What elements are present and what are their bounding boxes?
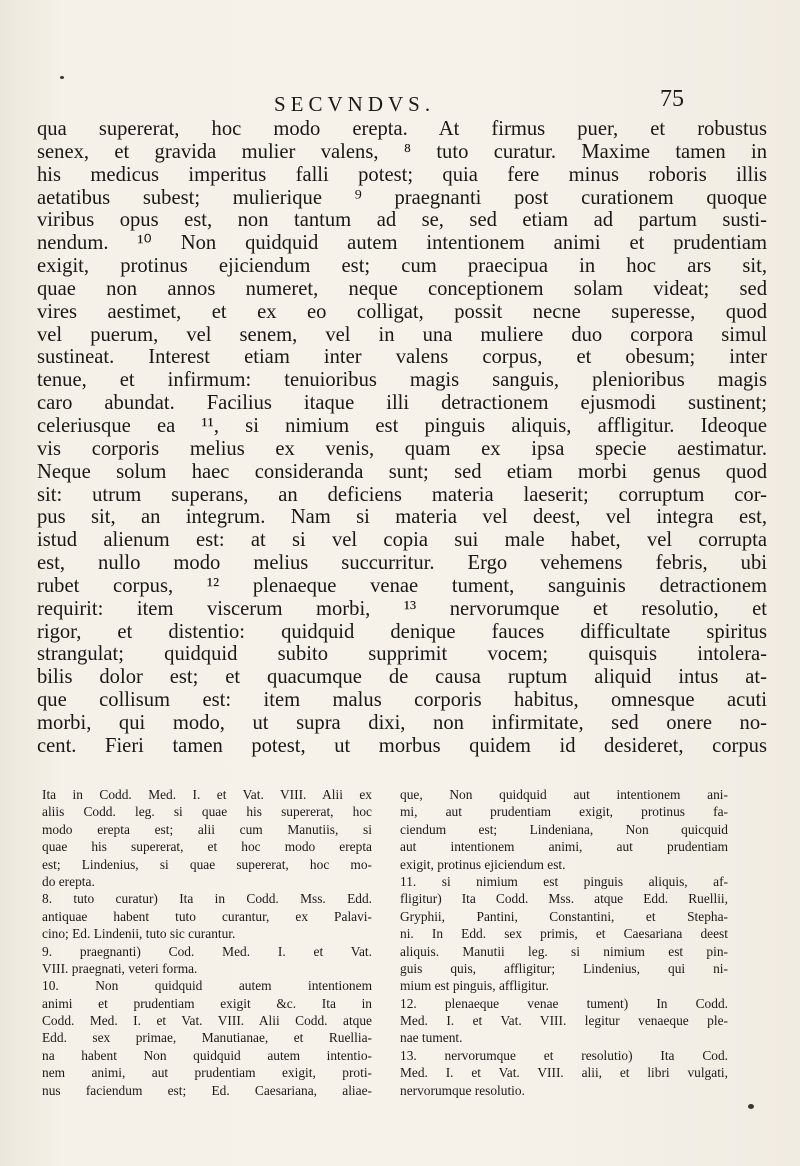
- text-line: qua supererat, hoc modo erepta. At firmus puer, et robustus: [37, 118, 767, 140]
- footnote-line: 8. tuto curatur) Ita in Codd. Mss. Edd.: [42, 891, 372, 907]
- footnote-line: antiquae habent tuto curantur, ex Palavi-: [42, 908, 372, 924]
- text-line: strangulat; quidquid subito supprimit vocem; quisquis intolera-: [37, 643, 767, 666]
- text-line: aetatibus subest; mulierique ⁹ praegnanti post curationem quoque: [37, 186, 767, 209]
- ink-speck: [748, 1104, 754, 1109]
- footnote-line: animi et prudentiam exigit &c. Ita in: [42, 995, 372, 1011]
- footnote-line: na habent Non quidquid autem intentio-: [42, 1047, 372, 1063]
- text-line: que collisum est: item malus corporis habitus, omnesque acuti: [37, 689, 767, 712]
- footnote-line: Codd. Med. I. et Vat. VIII. Alii Codd. atque: [42, 1013, 372, 1029]
- footnote-line: quae his supererat, et hoc modo erepta: [42, 839, 372, 855]
- page-number: 75: [660, 86, 684, 112]
- footnotes: [0, 786, 800, 1116]
- footnote-line: aliquis. Manutii leg. si nimium est pin-: [400, 943, 728, 959]
- footnote-line: modo erepta est; alii cum Manutiis, si: [42, 821, 372, 837]
- footnote-column-right: [400, 786, 728, 1099]
- footnote-line: Med. I. et Vat. VIII. legitur venaeque ple-: [400, 1013, 728, 1029]
- footnote-line: 10. Non quidquid autem intentionem: [42, 978, 372, 994]
- footnote-line: Ita in Codd. Med. I. et Vat. VIII. Alii ex: [42, 787, 372, 802]
- text-line: senex, et gravida mulier valens, ⁸ tuto curatur. Maxime tamen in: [37, 140, 767, 163]
- main-text-block: [37, 118, 767, 758]
- footnote-line: nae tument.: [400, 1030, 463, 1046]
- text-line: exigit, protinus ejiciendum est; cum praecipua in hoc ars sit,: [37, 255, 767, 278]
- footnote-line: cino; Ed. Lindenii, tuto sic curantur.: [42, 926, 236, 942]
- ink-speck: [60, 76, 64, 79]
- text-line: vires aestimet, et ex eo colligat, possit necne superesse, quod: [37, 300, 767, 323]
- footnote-line: ni. In Edd. sex primis, et Caesariana deest: [400, 926, 728, 942]
- text-line: his medicus imperitus falli potest; quia fere minus roboris illis: [37, 163, 767, 186]
- footnote-line: que, Non quidquid aut intentionem ani-: [400, 787, 728, 802]
- text-line: Neque solum haec consideranda sunt; sed etiam morbi genus quod: [37, 460, 767, 483]
- text-line: nendum. ¹⁰ Non quidquid autem intentionem animi et prudentiam: [37, 232, 767, 255]
- text-line: caro abundat. Facilius itaque illi detractionem ejusmodi sustinent;: [37, 392, 767, 415]
- text-line: sustineat. Interest etiam inter valens corpus, et obesum; inter: [37, 346, 767, 369]
- footnote-column-left: [42, 786, 372, 1099]
- text-line: vis corporis melius ex venis, quam ex ipsa specie aestimatur.: [37, 437, 767, 460]
- footnote-line: Med. I. et Vat. VIII. alii, et libri vulgati,: [400, 1065, 728, 1081]
- text-line: istud alienum est: at si vel copia sui male habet, vel corrupta: [37, 529, 767, 552]
- footnote-line: do erepta.: [42, 873, 95, 889]
- footnote-line: VIII. praegnati, veteri forma.: [42, 960, 198, 976]
- footnote-line: Edd. sex primae, Manutianae, et Ruellia-: [42, 1030, 372, 1046]
- footnote-line: nem animi, aut prudentiam exigit, proti-: [42, 1065, 372, 1081]
- footnote-line: ciendum est; Lindeniana, Non quicquid: [400, 821, 728, 837]
- text-line: sit: utrum superans, an deficiens materia laeserit; corruptum cor-: [37, 483, 767, 506]
- footnote-line: nus faciendum est; Ed. Caesariana, aliae-: [42, 1082, 372, 1098]
- running-title: SECVNDVS.: [274, 92, 436, 116]
- text-line: vel puerum, vel senem, vel in una muliere duo corpora simul: [37, 323, 767, 346]
- footnote-line: 13. nervorumque et resolutio) Ita Cod.: [400, 1047, 728, 1063]
- footnote-line: aliis Codd. leg. si quae his supererat, hoc: [42, 804, 372, 820]
- text-line: tenue, et infirmum: tenuioribus magis sanguis, plenioribus magis: [37, 369, 767, 392]
- text-line: celeriusque ea ¹¹, si nimium est pinguis aliquis, affligitur. Ideoque: [37, 414, 767, 437]
- text-line: viribus opus est, non tantum ad se, sed etiam ad partum susti-: [37, 209, 767, 232]
- text-line: rigor, et distentio: quidquid denique fauces difficultate spiritus: [37, 620, 767, 643]
- footnote-line: Gryphii, Pantini, Constantini, et Stepha-: [400, 908, 728, 924]
- footnote-line: exigit, protinus ejiciendum est.: [400, 856, 566, 872]
- text-line: est, nullo modo melius succurritur. Ergo vehemens febris, ubi: [37, 552, 767, 575]
- footnote-line: mi, aut prudentiam exigit, protinus fa-: [400, 804, 728, 820]
- footnote-line: 12. plenaeque venae tument) In Codd.: [400, 995, 728, 1011]
- footnote-line: est; Lindenius, si quae supererat, hoc mo-: [42, 856, 372, 872]
- text-line: requirit: item viscerum morbi, ¹³ nervorumque et resolutio, et: [37, 597, 767, 620]
- footnote-line: nervorumque resolutio.: [400, 1082, 525, 1098]
- footnote-line: fligitur) Ita Codd. Mss. atque Edd. Ruellii,: [400, 891, 728, 907]
- text-line: cent. Fieri tamen potest, ut morbus quidem id desideret, corpus: [37, 734, 767, 757]
- footnote-line: 11. si nimium est pinguis aliquis, af-: [400, 873, 728, 889]
- text-line: rubet corpus, ¹² plenaeque venae tument, sanguinis detractionem: [37, 574, 767, 597]
- text-line: bilis dolor est; et quacumque de causa ruptum aliquid intus at-: [37, 666, 767, 689]
- footnote-line: guis quis, affligitur; Lindenius, qui ni-: [400, 960, 728, 976]
- text-line: pus sit, an integrum. Nam si materia vel deest, vel integra est,: [37, 506, 767, 529]
- footnote-line: 9. praegnanti) Cod. Med. I. et Vat.: [42, 943, 372, 959]
- footnote-line: mium est pinguis, affligitur.: [400, 978, 549, 994]
- text-line: quae non annos numeret, neque conceptionem solam videat; sed: [37, 277, 767, 300]
- text-line: morbi, qui modo, ut supra dixi, non infirmitate, sed onere no-: [37, 711, 767, 734]
- footnote-line: aut intentionem animi, aut prudentiam: [400, 839, 728, 855]
